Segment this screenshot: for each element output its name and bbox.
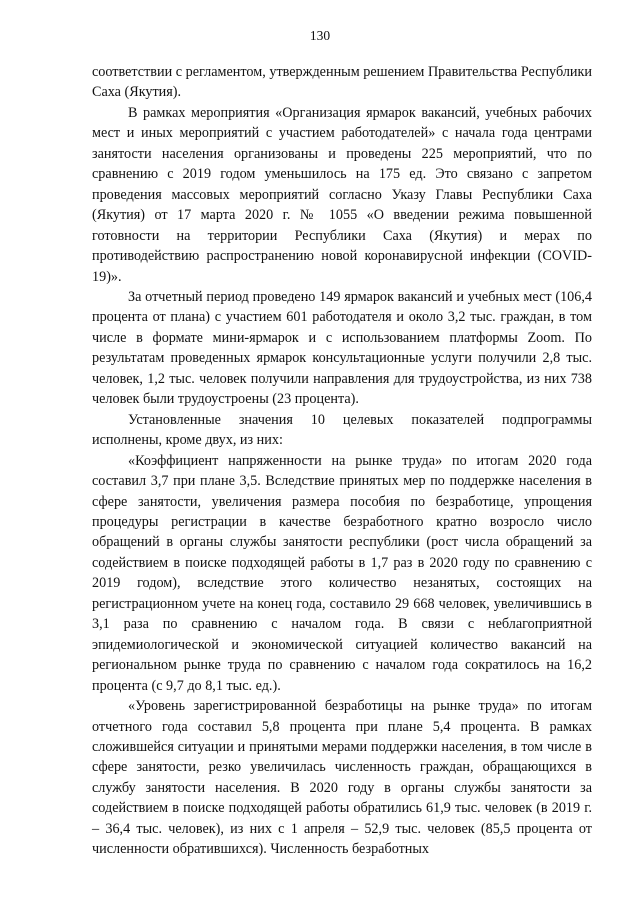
- paragraph-job-fairs-results: За отчетный период проведено 149 ярмарок вакансий и учебных мест (106,4 процента от плана) с участием 601 работодателя и около 3,2 тыс. граждан, в том числе в формате мини-ярмарок и с использованием платформы Zoom. По результатам проведенных ярмарок консультационные услуги получили 2,8 тыс. человек, 1,2 тыс. человек получили направления для трудоустройства, из них 738 человек были трудоустроены (23 процента).: [92, 288, 592, 408]
- paragraph-target-indicators: Установленные значения 10 целевых показателей подпрограммы исполнены, кроме двух, из них:: [92, 411, 592, 449]
- page-number: 130: [309, 28, 331, 43]
- paragraph-job-fairs-events: В рамках мероприятия «Организация ярмарок вакансий, учебных рабочих мест и иных мероприятий с участием работодателей» с начала года центрами занятости населения организованы и проведены 225 мероприятий, что по сравнению с 2019 годом уменьшилось на 175 ед. Это связано с запретом проведения массовых мероприятий согласно Указу Главы Республики Саха (Якутия) от 17 марта 2020 г. № 1055 «О введении режима повышенной готовности на территории Республики Саха (Якутия) и мерах по противодействию распространению новой коронавирусной инфекции (COVID-19)».: [92, 104, 592, 285]
- paragraph-continuation: соответствии с регламентом, утвержденным решением Правительства Республики Саха (Якутия).: [92, 64, 592, 101]
- paragraph-unemployment-level: «Уровень зарегистрированной безработицы на рынке труда» по итогам отчетного года составил 5,8 процента при плане 5,4 процента. В рамках сложившейся ситуации и принятыми мерами поддержки населения, в том числе в сфере занятости, резко увеличилась численность граждан, обращающихся в службу занятости населения. В 2020 году в органы службы занятости за содействием в поиске подходящей работы обратились 61,9 тыс. человек (в 2019 г. – 36,4 тыс. человек), из них с 1 апреля – 52,9 тыс. человек (85,5 процента от численности обратившихся). Численность безработных: [92, 698, 592, 858]
- document-body: [92, 62, 592, 860]
- paragraph-tension-coefficient: «Коэффициент напряженности на рынке труда» по итогам 2020 года составил 3,7 при плане 3,5. Вследствие принятых мер по поддержке населения в сфере занятости, увеличения размера пособия по безработице, упрощения процедуры регистрации в качестве безработного кратно возросло число обращений в органы службы занятости республики (рост числа обращений за содействием в поиске подходящей работы в 1,7 раз в 2020 году по сравнению с 2019 годом), вследствие этого количество незанятых, состоящих на регистрационном учете на конец года, составило 29 668 человек, увеличившись в 3,1 раза по сравнению с началом года. В связи с неблагоприятной эпидемиологической и экономической ситуацией количество вакансий на региональном рынке труда по сравнению с началом года сократилось на 16,2 процента (с 9,7 до 8,1 тыс. ед.).: [92, 452, 592, 694]
